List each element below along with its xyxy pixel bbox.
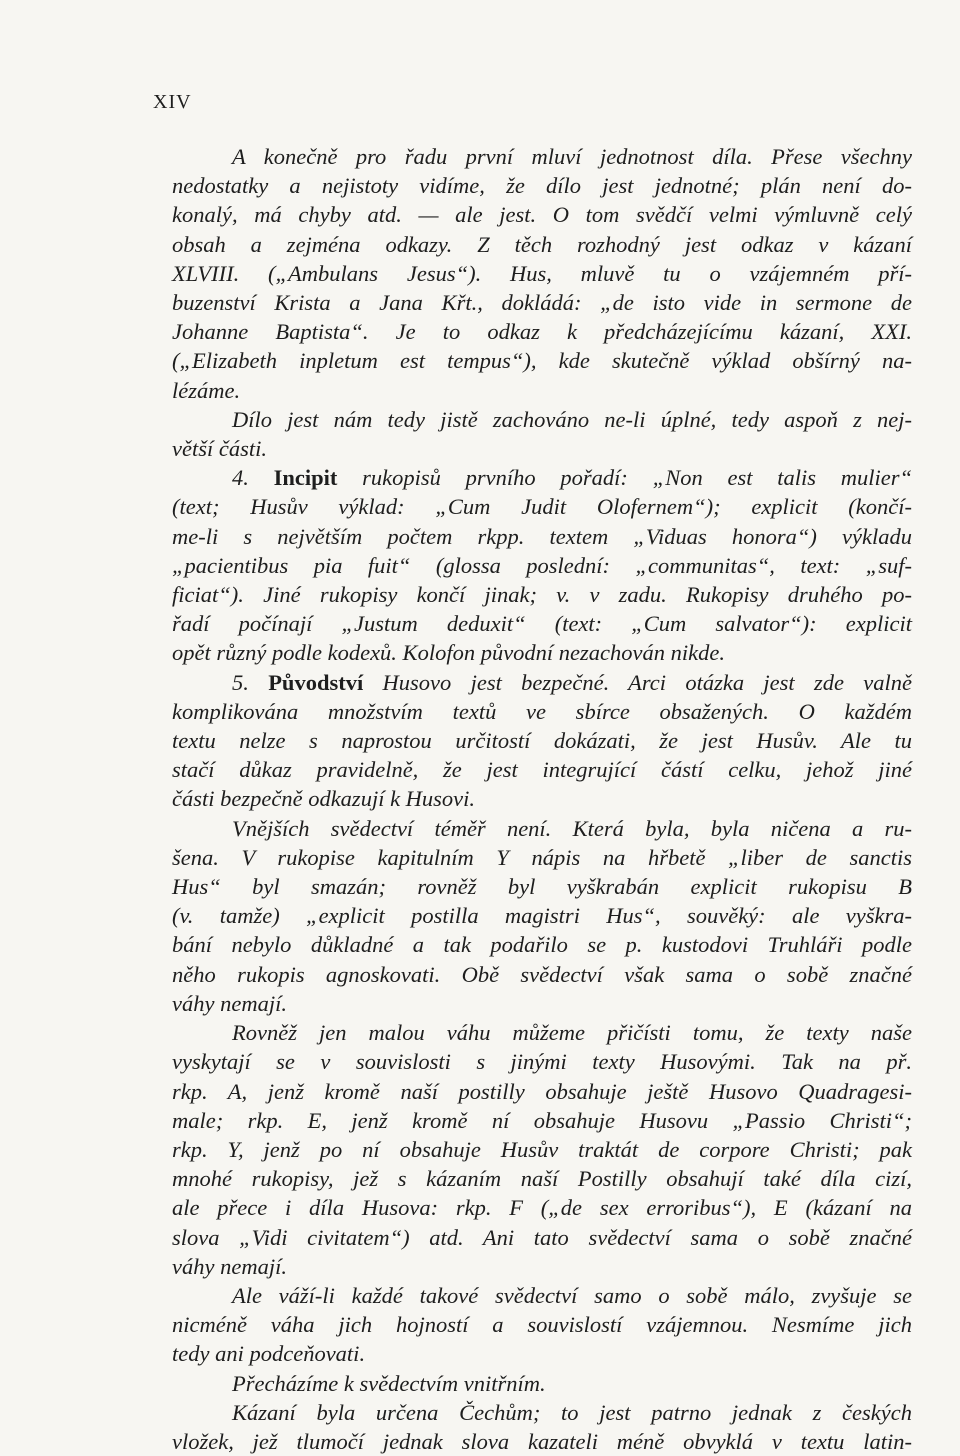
text-line: nicméně váha jich hojností a souvislostí vzájemnou. Nesmíme jich	[172, 1312, 912, 1338]
text-line: ale přece i díla Husova: rkp. F („de sex erroribus“), E (kázaní na	[172, 1195, 912, 1221]
text-line: ficiat“). Jiné rukopisy končí jinak; v. v zadu. Rukopisy druhého po-	[172, 582, 912, 608]
text-line: 4. Incipit rukopisů prvního pořadí: „Non est talis mulier“	[232, 465, 913, 491]
text-line: me-li s největším počtem rkpp. textem „Viduas honora“) výkladu	[172, 523, 912, 549]
text-line: („Elizabeth inpletum est tempus“), kde skutečně výklad obšírný na-	[172, 348, 912, 374]
text-line: váhy nemají.	[172, 990, 287, 1016]
text-line: Johanne Baptista“. Je to odkaz k předcházejícímu kázaní, XXI.	[172, 319, 912, 345]
text-line: konalý, má chyby atd. — ale jest. O tom svědčí velmi výmluvně celý	[172, 202, 912, 228]
text-line: šena. V rukopise kapitulním Y nápis na hřbetě „liber de sanctis	[172, 844, 912, 870]
text-line: části bezpečně odkazují k Husovi.	[172, 786, 476, 812]
text-line: rkp. Y, jenž po ní obsahuje Husův traktát de corpore Christi; pak	[172, 1136, 912, 1162]
text-line: Rovněž jen malou váhu můžeme přičísti tomu, že texty naše	[232, 1020, 912, 1046]
text-line: (v. tamže) „explicit postilla magistri Hus“, souvěký: ale vyškra-	[172, 903, 912, 929]
text-line: textu nelze s naprostou určitostí dokázati, že jest Husův. Ale tu	[172, 728, 912, 754]
text-line: vyskytají se v souvislosti s jinými texty Husovými. Tak na př.	[172, 1049, 912, 1075]
text-line: buzenství Krista a Jana Křt., dokládá: „de isto vide in sermone de	[172, 290, 912, 316]
text-line: Ale váží-li každé takové svědectví samo o sobě málo, zvyšuje se	[232, 1282, 912, 1308]
text-line: nedostatky a nejistoty vidíme, že dílo jest jednotné; plán není do-	[172, 173, 912, 199]
text-line: obsah a zejména odkazy. Z těch rozhodný jest odkaz v kázaní	[172, 231, 912, 257]
text-line: „pacientibus pia fuit“ (glossa poslední: „communitas“, text: „suf-	[172, 552, 912, 578]
text-line: řadí počínají „Justum deduxit“ (text: „Cum salvator“): explicit	[172, 611, 912, 637]
text-line: bání nebylo důkladné a tak podařilo se p. kustodovi Truhláři podle	[172, 932, 912, 958]
text-line: Hus“ byl smazán; rovněž byl vyškrabán explicit rukopisu B	[172, 874, 912, 900]
text-line: (text; Husův výklad: „Cum Judit Olofernem“); explicit (končí-	[172, 494, 912, 520]
text-line: vložek, jež tlumočí jednak slova kazateli méně obvyklá v textu latin-	[172, 1428, 912, 1454]
text-line: tedy ani podceňovati.	[172, 1341, 366, 1367]
text-line: váhy nemají.	[172, 1253, 287, 1279]
text-line: slova „Vidi civitatem“) atd. Ani tato svědectví sama o sobě značné	[172, 1224, 912, 1250]
body-text	[172, 142, 912, 1456]
text-line: větší části.	[172, 436, 267, 462]
text-line: Kázaní byla určena Čechům; to jest patrno jednak z českých	[232, 1399, 912, 1425]
text-line: opět různý podle kodexů. Kolofon původní nezachován nikde.	[172, 640, 725, 666]
text-line: Vnějších svědectví téměř není. Která byla, byla ničena a ru-	[232, 815, 912, 841]
text-line: Dílo jest nám tedy jistě zachováno ne-li úplné, tedy aspoň z nej-	[232, 406, 912, 432]
text-line: 5. Původství Husovo jest bezpečné. Arci otázka jest zde valně	[232, 669, 912, 695]
text-line: něho rukopis agnoskovati. Obě svědectví však sama o sobě značné	[172, 961, 912, 987]
text-line: male; rkp. E, jenž kromě ní obsahuje Husovu „Passio Christi“;	[172, 1107, 912, 1133]
text-line: komplikována množstvím textů ve sbírce obsažených. O každém	[172, 698, 912, 724]
page-number: XIV	[153, 91, 192, 113]
text-line: mnohé rukopisy, jež s kázaním naší Postilly obsahují také díla cizí,	[172, 1166, 912, 1192]
text-line: XLVIII. („Ambulans Jesus“). Hus, mluvě tu o vzájemném pří-	[172, 260, 912, 286]
text-line: Přecházíme k svědectvím vnitřním.	[232, 1370, 546, 1396]
text-line: stačí důkaz pravidelně, že jest integrující částí celku, jehož jiné	[172, 757, 912, 783]
text-line: lézáme.	[172, 377, 241, 403]
text-line: rkp. A, jenž kromě naší postilly obsahuje ještě Husovo Quadragesi-	[172, 1078, 912, 1104]
text-line: A konečně pro řadu první mluví jednotnost díla. Přese všechny	[232, 144, 912, 169]
